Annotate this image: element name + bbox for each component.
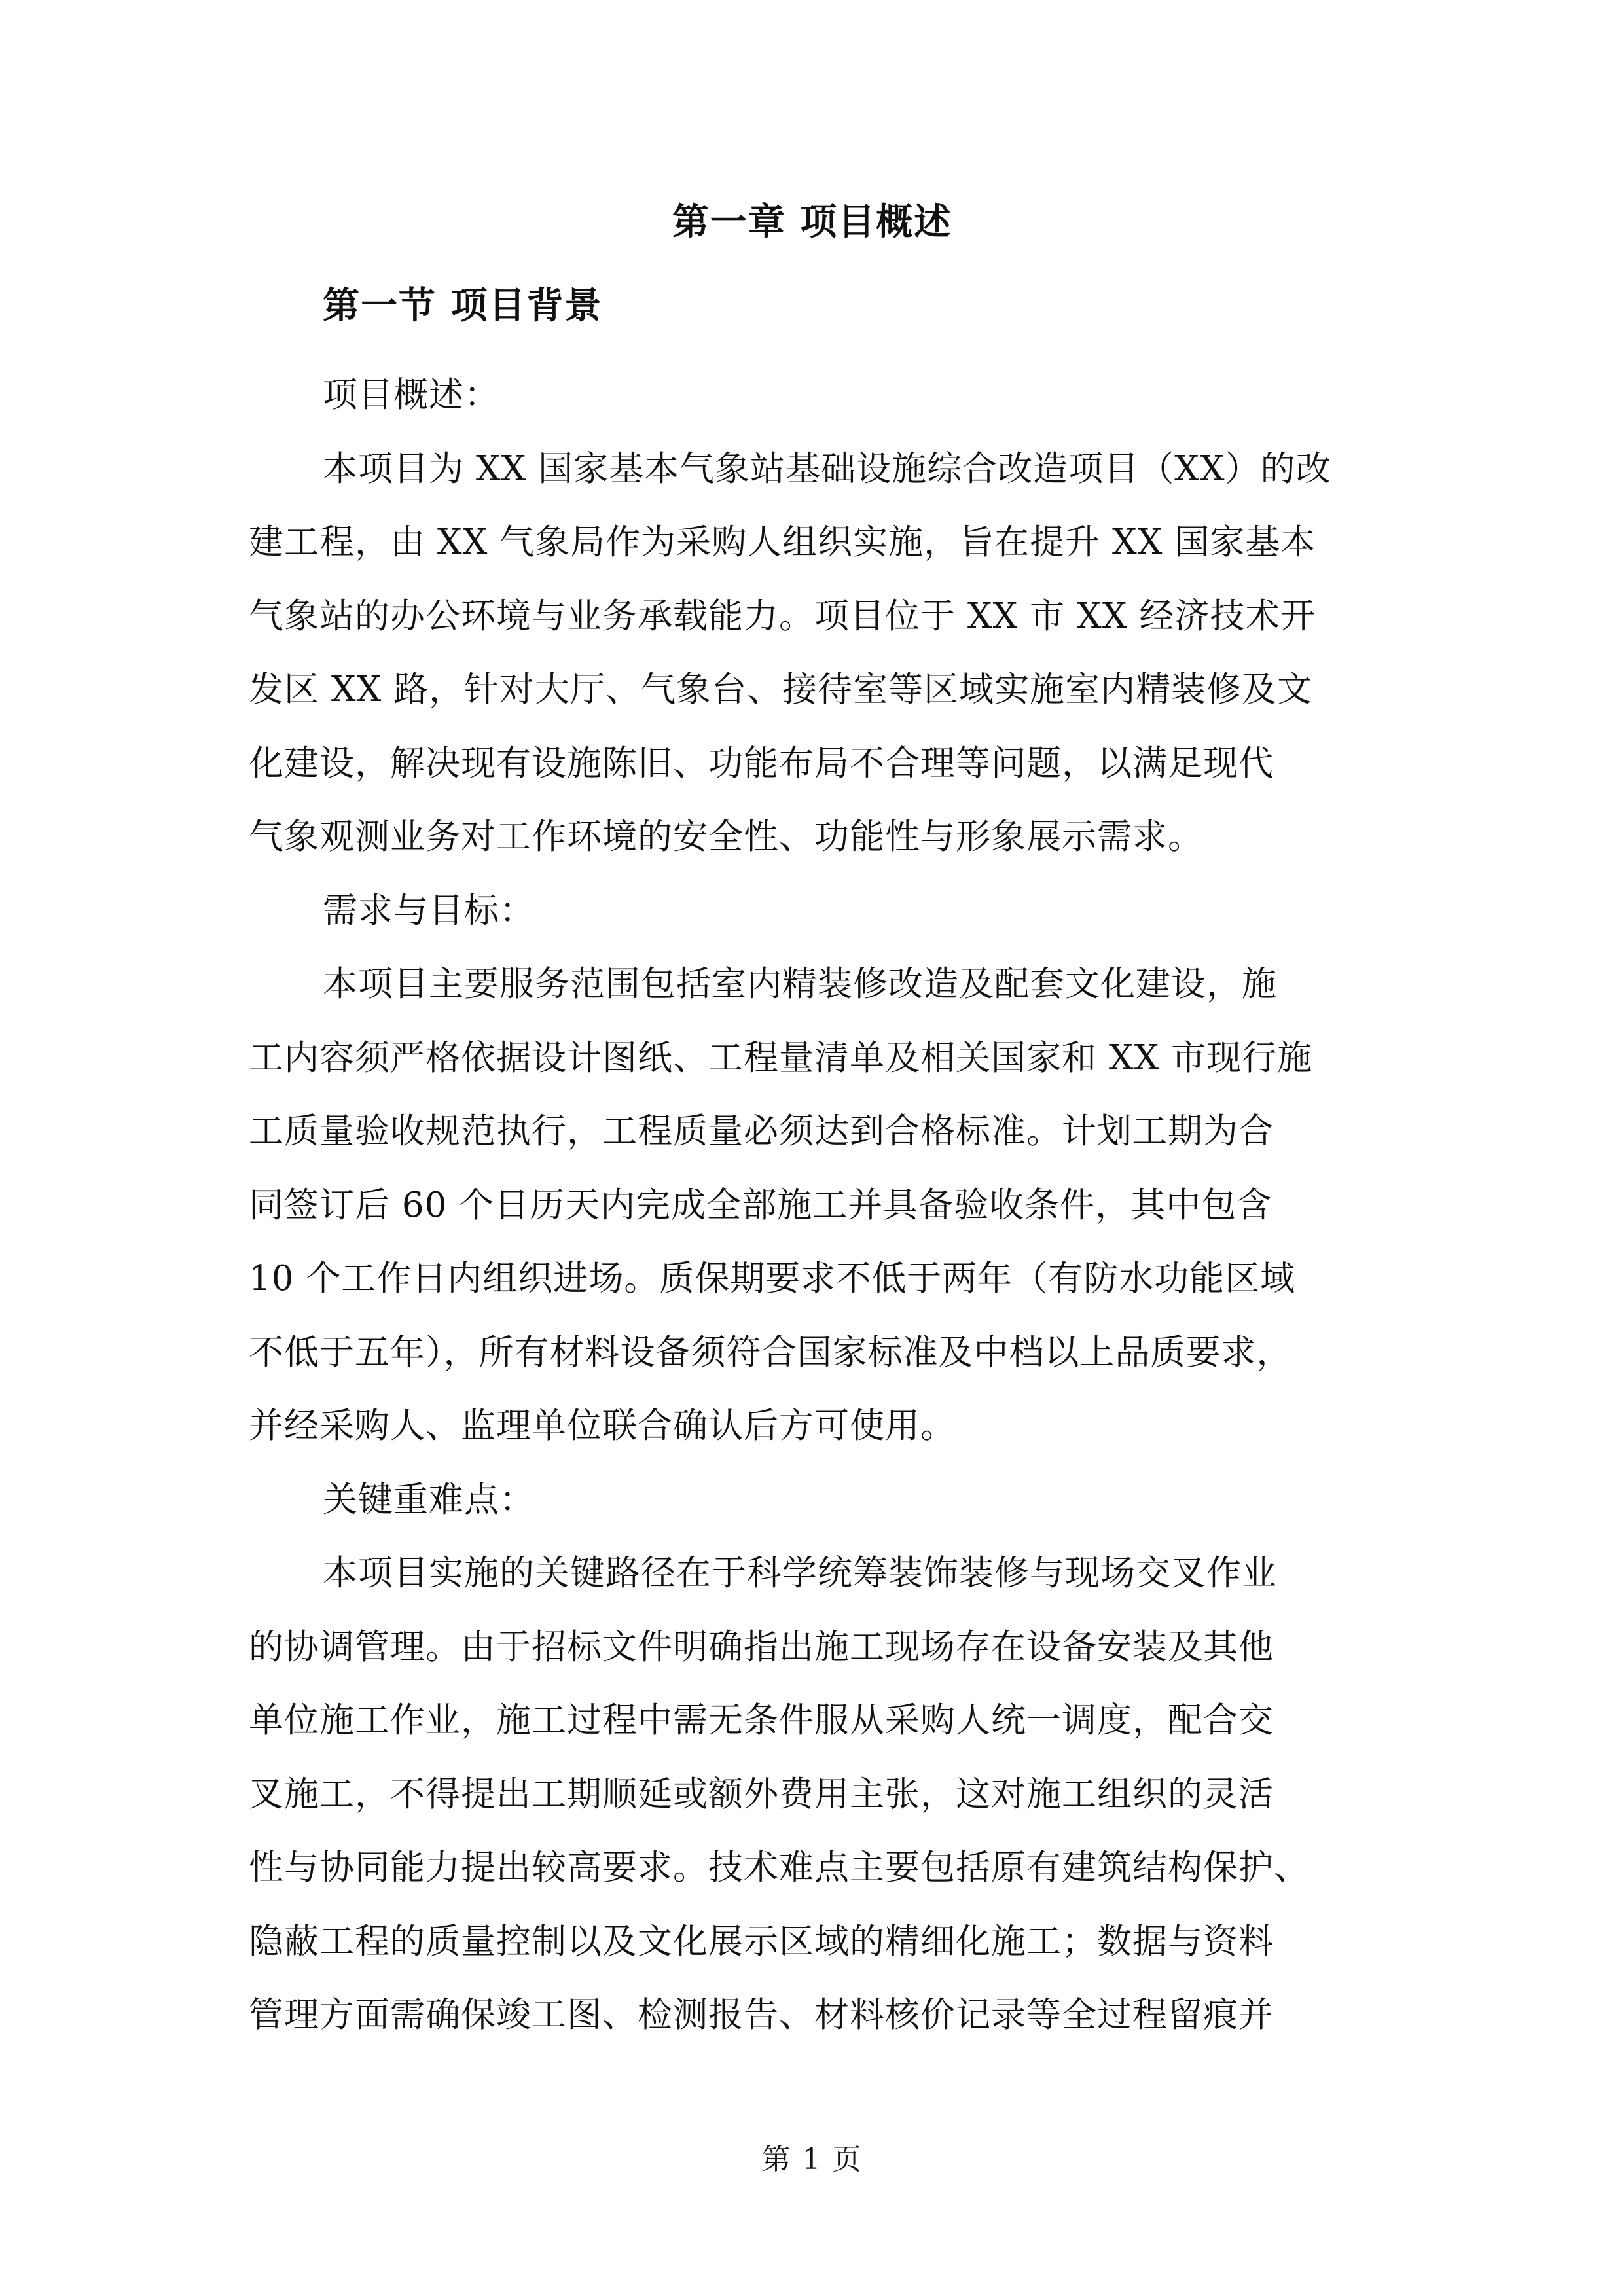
overview-heading: 项目概述： (323, 375, 499, 415)
page-number: 第 1 页 (761, 2143, 863, 2176)
body-text (249, 359, 1388, 2053)
difficulty-paragraph: 本项目实施的关键路径在于科学统筹装饰装修与现场交叉作业 的协调管理。由于招标文件明确指出施工现场存在设备安装及其他 单位施工作业，施工过程中需无条件服从采购人统一调度，配合交 叉施工，不得提出工期顺延或额外费用主张，这对施工组织的灵活 性与协同能力提出较高要求。技术难点主要包括原有建筑结构保护、 隐蔽工程的质量控制以及文化展示区域的精细化施工；数据与资料 管理方面需确保竣工图、检测报告、材料核价记录等全过程留痕并 (249, 1553, 1309, 2035)
goals-paragraph: 本项目主要服务范围包括室内精装修改造及配套文化建设，施 工内容须严格依据设计图纸、工程量清单及相关国家和 XX 市现行施 工质量验收规范执行，工程质量必须达到合格标准。计划工期为合 同签订后 60 个日历天内完成全部施工并具备验收条件，其中包含 10 个工作日内组织进场。质保期要求不低于两年（有防水功能区域 不低于五年），所有材料设备须符合国家标准及中档以上品质要求， 并经采购人、监理单位联合确认后方可使用。 (249, 964, 1313, 1446)
section-title: 第一节 项目背景 (323, 285, 603, 327)
goals-heading: 需求与目标： (323, 890, 535, 931)
chapter-title: 第一章 项目概述 (672, 201, 952, 243)
overview-paragraph: 本项目为 XX 国家基本气象站基础设施综合改造项目（XX）的改 建工程，由 XX 气象局作为采购人组织实施，旨在提升 XX 国家基本 气象站的办公环境与业务承载能力。项目位于 XX 市 XX 经济技术开 发区 XX 路，针对大厅、气象台、接待室等区域实施室内精装修及文 化建设，解决现有设施陈旧、功能布局不合理等问题，以满足现代 气象观测业务对工作环境的安全性、功能性与形象展示需求。 (249, 448, 1331, 857)
difficulty-heading: 关键重难点： (323, 1479, 535, 1520)
